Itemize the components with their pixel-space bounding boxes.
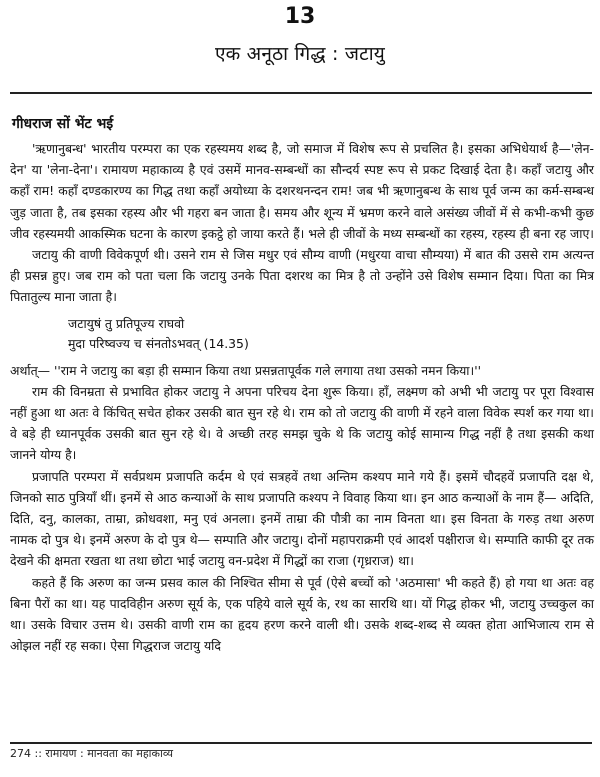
section-heading: गीधराज सों भेंट भई	[12, 116, 114, 132]
page-footer: 274 :: रामायण : मानवता का महाकाव्य	[10, 747, 173, 760]
paragraph: राम की विनम्रता से प्रभावित होकर जटायु ने अपना परिचय देना शुरू किया। हाँ, लक्ष्मण को अभी भी जटायु पर पूरा विश्वास नहीं हुआ था अतः वे किंचित् सचेत होकर उसकी बात सुन रहे थे। राम को तो जटायु की वाणी में रहने वाला विवेक स्पर्श कर गया था। वे बड़े ही ध्यानपूर्वक उसकी बात सुन रहे थे। वे अच्छी तरह समझ चुके थे कि जटायु कोई सामान्य गिद्ध नहीं है तथा इसकी कथा जानने योग्य है।	[10, 383, 594, 463]
verse-block	[68, 314, 594, 354]
header-divider	[10, 92, 592, 94]
paragraph: कहते हैं कि अरुण का जन्म प्रसव काल की निश्चित सीमा से पूर्व (ऐसे बच्चों को 'अठमासा' भी कहते हैं) हो गया था अतः वह बिना पैरों का था। यह पादविहीन अरुण सूर्य के, एक पहिये वाले सूर्य के, रथ का सारथि था। यों गिद्ध होकर भी, जटायु उच्चकुल का था। उसके विचार उत्तम थे। उसकी वाणी राम का हृदय हरण करने वाली थी। उसके शब्द-शब्द से व्यक्त होता आभिजात्य राम से ओझल नहीं रह सका। ऐसा गिद्धराज जटायु यदि	[10, 574, 594, 654]
chapter-title: एक अनूठा गिद्ध : जटायु	[214, 43, 386, 65]
chapter-number: 13	[284, 4, 316, 29]
verse-meaning: अर्थात्— ''राम ने जटायु का बड़ा ही सम्मान किया तथा प्रसन्नतापूर्वक गले लगाया तथा उसको नमन किया।''	[10, 362, 482, 378]
paragraph: 'ऋणानुबन्ध' भारतीय परम्परा का एक रहस्यमय शब्द है, जो समाज में विशेष रूप से प्रचलित है। इसका अभिधेयार्थ है—'लेन-देन' या 'लेना-देना'। रामायण महाकाव्य है एवं उसमें मानव-सम्बन्धों का सौन्दर्य स्पष्ट रूप से प्रकट दिखाई देता है। कहाँ जटायु और कहाँ राम! कहाँ दण्डकारण्य का गिद्ध तथा कहाँ अयोध्या के दशरथनन्दन राम! जब भी ऋणानुबन्ध के साथ पूर्व जन्म का कर्म-सम्बन्ध जुड़ जाता है, तब इसका रहस्य और भी गहरा बन जाता है। समय और शून्य में भ्रमण करने वाले असंख्य जीवों में से कभी-कभी कुछ जीव रहस्यमयी आकस्मिक घटना के कारण इकट्ठे हो जाया करते हैं। भले ही जीवों के मध्य सम्बन्धों का रहस्य, रहस्य ही बना रह जाए।	[10, 141, 594, 241]
body-text	[10, 138, 594, 656]
paragraph: जटायु की वाणी विवेकपूर्ण थी। उसने राम से जिस मधुर एवं सौम्य वाणी (मधुरया वाचा सौम्यया) में बात की उससे राम अत्यन्त ही प्रसन्न हुए। जब राम को पता चला कि जटायु उनके पिता दशरथ का मित्र है तो उन्होंने उसे विशेष सम्मान दिया। पिता का मित्र पितातुल्य माना जाता है।	[10, 247, 594, 305]
verse-line: जटायुषं तु प्रतिपूज्य राघवो	[68, 315, 185, 331]
verse-line: मुदा परिष्वज्य च संनतोऽभवत् (14.35)	[68, 335, 249, 351]
footer-divider	[10, 742, 592, 744]
paragraph: प्रजापति परम्परा में सर्वप्रथम प्रजापति कर्दम थे एवं सत्रहवें तथा अन्तिम कश्यप माने गये हैं। इसमें चौदहवें प्रजापति दक्ष थे, जिनको साठ पुत्रियाँ थीं। इनमें से आठ कन्याओं के साथ प्रजापति कश्यप ने विवाह किया था। इन आठ कन्याओं के नाम हैं— अदिति, दिति, दनु, कालका, ताम्रा, क्रोधवशा, मनु एवं अनला। इनमें ताम्रा की पौत्री का नाम विनता था। इस विनता के गरुड़ तथा अरुण नामक दो पुत्र थे। इनमें अरुण के दो पुत्र थे— सम्पाति और जटायु। दोनों महापराक्रमी एवं आदर्श पक्षीराज थे। सम्पाति काफी दूर तक देखने की क्षमता रखता था तथा छोटा भाई जटायु वन-प्रदेश में गिद्धों का राजा (गृध्रराज) था।	[10, 468, 594, 569]
